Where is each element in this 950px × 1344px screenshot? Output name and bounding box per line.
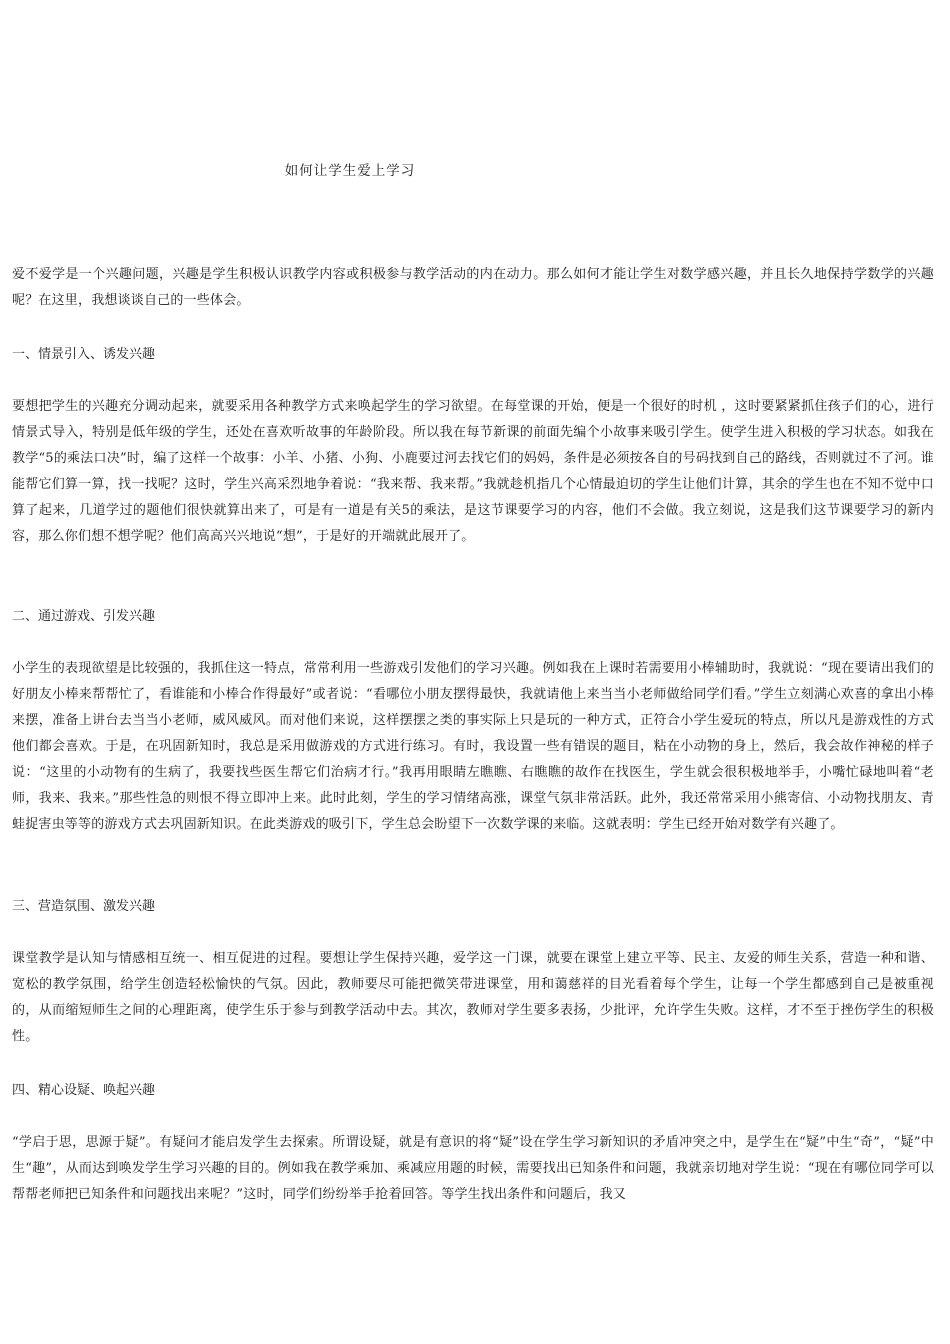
section-heading-2: 二、通过游戏、引发兴趣 (12, 609, 156, 624)
section-heading-1: 一、情景引入、诱发兴趣 (12, 347, 156, 362)
section-body-3: 课堂教学是认知与情感相互统一、相互促进的过程。要想让学生保持兴趣，爱学这一门课，就要在课堂上建立平等、民主、友爱的师生关系，营造一种和谐、宽松的教学氛围，给学生创造轻松愉快的气氛。因此，教师要尽可能把微笑带进课堂，用和蔼慈祥的目光看着每个学生，让每一个学生都感到自己是被重视的，从而缩短师生之间的心理距离，使学生乐于参与到教学活动中去。其次，教师对学生要多表扬，少批评，允许学生失败。这样，才不至于挫伤学生的积极性。 (12, 951, 934, 1044)
section-body-1: 要想把学生的兴趣充分调动起来，就要采用各种教学方式来唤起学生的学习欲望。在每堂课的开始，便是一个很好的时机 ，这时要紧紧抓住孩子们的心，进行情景式导入，特别是低年级的学生，还处在喜欢听故事的年龄阶段。所以我在每节新课的前面先编个小故事来吸引学生。使学生进入积极的学习状态。如我在教学“5的乘法口决”时，编了这样一个故事：小羊、小猪、小狗、小鹿要过河去找它们的妈妈，条件是必须按各自的号码找到自己的路线，否则就过不了河。谁能帮它们算一算，找一找呢？这时，学生兴高采烈地争着说：“我来帮、我来帮。”我就趁机指几个心情最迫切的学生让他们计算，其余的学生也在不知不觉中口算了起来，几道学过的题他们很快就算出来了，可是有一道是有关5的乘法，是这节课要学习的内容，他们不会做。我立刻说，这是我们这节课要学习的新内容，那么你们想不想学呢？他们高高兴兴地说“想”，于是好的开端就此展开了。 (12, 399, 934, 544)
section-body-4: “学启于思，思源于疑”。有疑问才能启发学生去探索。所谓设疑，就是有意识的将“疑”设在学生学习新知识的矛盾冲突之中，是学生在“疑”中生“奇”，“疑”中生“趣”，从而达到唤发学生学习兴趣的目的。例如我在教学乘加、乘减应用题的时候，需要找出已知条件和问题，我就亲切地对学生说：“现在有哪位同学可以帮帮老师把已知条件和问题找出来呢？”这时，同学们纷纷举手抢着回答。等学生找出条件和问题后，我又 (12, 1135, 934, 1202)
section-heading-3: 三、营造氛围、激发兴趣 (12, 899, 156, 914)
document-title: 如何让学生爱上学习 (284, 163, 416, 179)
section-body-2: 小学生的表现欲望是比较强的，我抓住这一特点，常常利用一些游戏引发他们的学习兴趣。例如我在上课时若需要用小棒辅助时，我就说：“现在要请出我们的好朋友小棒来帮帮忙了，看谁能和小棒合作得最好”或者说：“看哪位小朋友摆得最快，我就请他上来当当小老师做给同学们看。”学生立刻满心欢喜的拿出小棒来摆，准备上讲台去当当小老师，威风威风。而对他们来说，这样摆摆之类的事实际上只是玩的一种方式，正符合小学生爱玩的特点，所以凡是游戏性的方式他们都会喜欢。于是，在巩固新知时，我总是采用做游戏的方式进行练习。有时，我设置一些有错误的题目，粘在小动物的身上，然后，我会故作神秘的样子说：“这里的小动物有的生病了，我要找些医生帮它们治病才行。”我再用眼睛左瞧瞧、右瞧瞧的故作在找医生，学生就会很积极地举手，小嘴忙碌地叫着“老师，我来、我来。”那些性急的则恨不得立即冲上来。此时此刻，学生的学习情绪高涨，课堂气氛非常活跃。此外，我还常常采用小熊寄信、小动物找朋友、青蛙捉害虫等等的游戏方式去巩固新知识。在此类游戏的吸引下，学生总会盼望下一次数学课的来临。这就表明：学生已经开始对数学有兴趣了。 (12, 661, 934, 832)
section-heading-4: 四、精心设疑、唤起兴趣 (12, 1083, 156, 1098)
intro-paragraph: 爱不爱学是一个兴趣问题，兴趣是学生积极认识教学内容或积极参与教学活动的内在动力。那么如何才能让学生对数学感兴趣，并且长久地保持学数学的兴趣呢？在这里，我想谈谈自己的一些体会。 (12, 267, 934, 308)
